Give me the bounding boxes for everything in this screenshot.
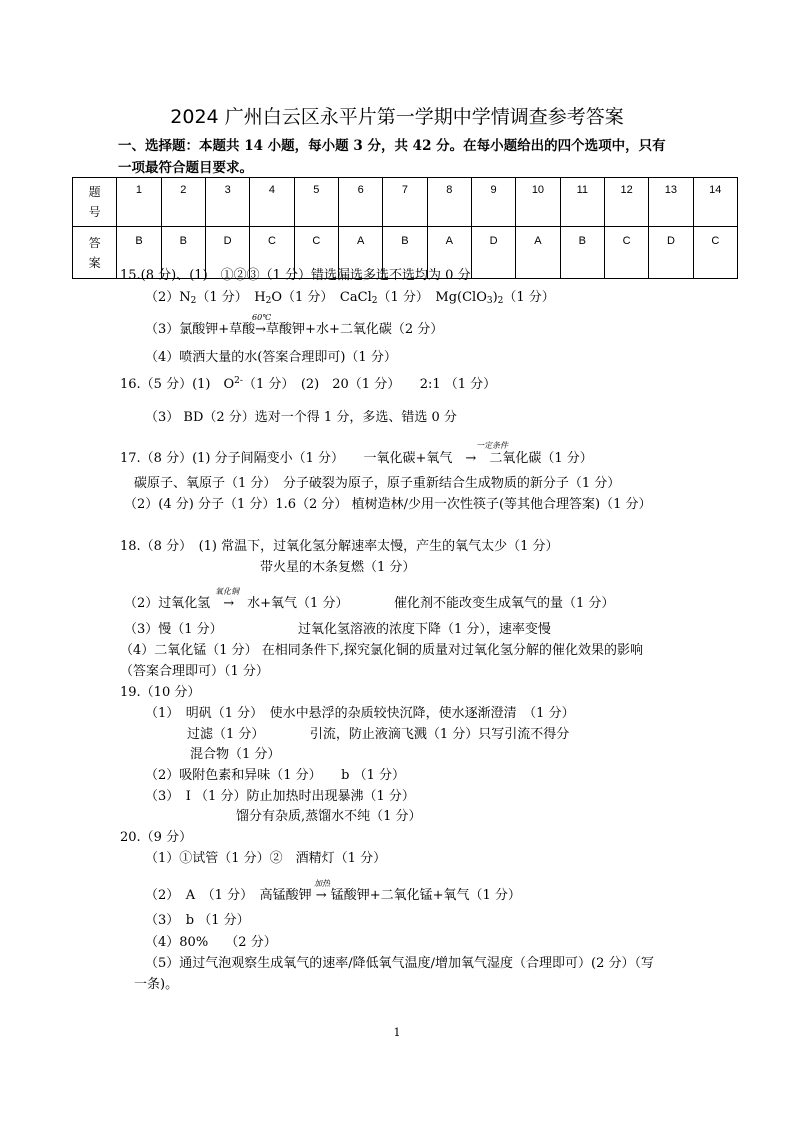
answer-cell: C xyxy=(250,227,294,279)
q20-reaction-condition: 加热 xyxy=(314,879,330,888)
table-row-numbers xyxy=(73,178,738,227)
question-number: 9 xyxy=(471,178,515,227)
q20-line3: （3） b （1 分） xyxy=(145,913,250,928)
q20-heading: 20.（9 分） xyxy=(120,830,193,845)
q17-reaction-condition: 一定条件 xyxy=(476,441,508,450)
q20-line5: （5）通过气泡观察生成氧气的速率/降低氧气温度/增加氧气湿度（合理即可）(2 分）（写 xyxy=(145,956,655,971)
answer-cell: B xyxy=(117,227,161,279)
q20-line4: （4）80% （2 分） xyxy=(145,935,277,950)
answer-table xyxy=(72,177,738,279)
q19-line5: （3） I （1 分）防止加热时出现暴沸（1 分） xyxy=(145,789,415,804)
q18-line4a: （3）慢（1 分） xyxy=(124,622,223,637)
question-number: 12 xyxy=(604,178,648,227)
answer-cell: B xyxy=(560,227,604,279)
question-number: 7 xyxy=(383,178,427,227)
q17-line2: 碳原子、氧原子（1 分） 分子破裂为原子，原子重新结合生成物质的新分子（1 分） xyxy=(134,476,621,491)
q18-line5: （4）二氧化锰（1 分） 在相同条件下,探究氯化铜的质量对过氧化氢分解的催化效果的影响 xyxy=(120,643,643,658)
q16-line2: （3） BD（2 分）选对一个得 1 分，多选、错选 0 分 xyxy=(145,410,457,425)
row-label-answer: 答 案 xyxy=(73,227,117,279)
q19-line3: 混合物（1 分） xyxy=(190,747,281,762)
page-number: 1 xyxy=(393,1026,401,1039)
section-heading-line1: 一、选择题：本题共 14 小题，每小题 3 分，共 42 分。在每小题给出的四个选项中，只有 xyxy=(118,138,666,154)
q15-line4: （4）喷洒大量的水(答案合理即可)（1 分） xyxy=(145,350,397,365)
q18-line3: （2）过氧化氢 → 水+氧气（1 分） 催化剂不能改变生成氧气的量（1 分） xyxy=(124,596,615,611)
page-title: 2024 广州白云区永平片第一学期中学情调查参考答案 xyxy=(170,106,624,128)
question-number: 6 xyxy=(338,178,382,227)
q19-line4: （2）吸附色素和异味（1 分） b （1 分） xyxy=(145,768,406,783)
question-number: 11 xyxy=(560,178,604,227)
q19-line6: 馏分有杂质,蒸馏水不纯（1 分） xyxy=(236,809,422,824)
answer-cell: D xyxy=(649,227,693,279)
q19-line1: （1） 明矾（1 分） 使水中悬浮的杂质较快沉降，使水逐渐澄清 （1 分） xyxy=(145,706,575,721)
q17-line3: （2）(4 分) 分子（1 分）1.6（2 分） 植树造林/少用一次性筷子(等其他合理答案)（1 分） xyxy=(124,497,652,512)
q18-line6: （答案合理即可）（1 分） xyxy=(120,664,269,679)
answer-cell: D xyxy=(205,227,249,279)
answer-cell: A xyxy=(516,227,560,279)
q15-line2: $(2)N_2(1$ 分） $H_2O(1$ 分） CaCl$_2$（1 分） $Mg(ClO_3)_2(1$ 分） xyxy=(145,290,555,306)
q20-line1: （1）①试管（1 分）② 酒精灯（1 分） xyxy=(145,851,387,866)
answer-cell: C xyxy=(294,227,338,279)
q18-line2: 带火星的木条复燃（1 分） xyxy=(260,560,416,575)
q15-reaction-condition: 60℃ xyxy=(252,313,272,322)
q18-reaction-condition: 氧化铜 xyxy=(215,587,239,596)
question-number: 1 xyxy=(117,178,161,227)
question-number: 2 xyxy=(161,178,205,227)
answer-cell: A xyxy=(338,227,382,279)
answer-cell: D xyxy=(471,227,515,279)
row-label-number: 题 号 xyxy=(73,178,117,227)
section-heading-line2: 一项最符合题目要求。 xyxy=(118,160,253,176)
question-number: 8 xyxy=(427,178,471,227)
q18-line1: 18.（8 分） (1) 常温下，过氧化氢分解速率太慢，产生的氧气太少（1 分） xyxy=(120,539,559,554)
question-number: 13 xyxy=(649,178,693,227)
q20-line6: 一条)。 xyxy=(134,977,179,992)
q19-heading: 19.（10 分） xyxy=(120,685,201,700)
answer-cell: B xyxy=(161,227,205,279)
q17-line1: 17.（8 分）(1) 分子间隔变小（1 分） 一氧化碳+氧气 → 二氧化碳（1 分） xyxy=(120,451,593,466)
answer-cell: A xyxy=(427,227,471,279)
question-number: 5 xyxy=(294,178,338,227)
answer-cell: C xyxy=(693,227,737,279)
q15-line3: （3）氯酸钾+草酸→草酸钾+水+二氧化碳（2 分） xyxy=(145,322,444,337)
q16-line1: 16.（5 分）(1) $O^{2-}(1$ 分） (2) 20（1 分） 2:1 （1 分） xyxy=(120,376,497,392)
question-number: 3 xyxy=(205,178,249,227)
question-number: 4 xyxy=(250,178,294,227)
answer-cell: C xyxy=(604,227,648,279)
q19-line2: 过滤（1 分） 引流，防止液滴飞溅（1 分）只写引流不得分 xyxy=(187,727,570,742)
answer-cell: B xyxy=(383,227,427,279)
q20-line2: （2） A （1 分） 高锰酸钾 → 锰酸钾+二氧化锰+氧气（1 分） xyxy=(145,888,521,903)
question-number: 10 xyxy=(516,178,560,227)
q18-line4b: 过氧化氢溶液的浓度下降（1 分），速率变慢 xyxy=(298,622,551,637)
q15-line1: 15.(8 分)、(1) ①②③（1 分）错选漏选多选不选均为 0 分 xyxy=(120,268,471,283)
question-number: 14 xyxy=(693,178,737,227)
